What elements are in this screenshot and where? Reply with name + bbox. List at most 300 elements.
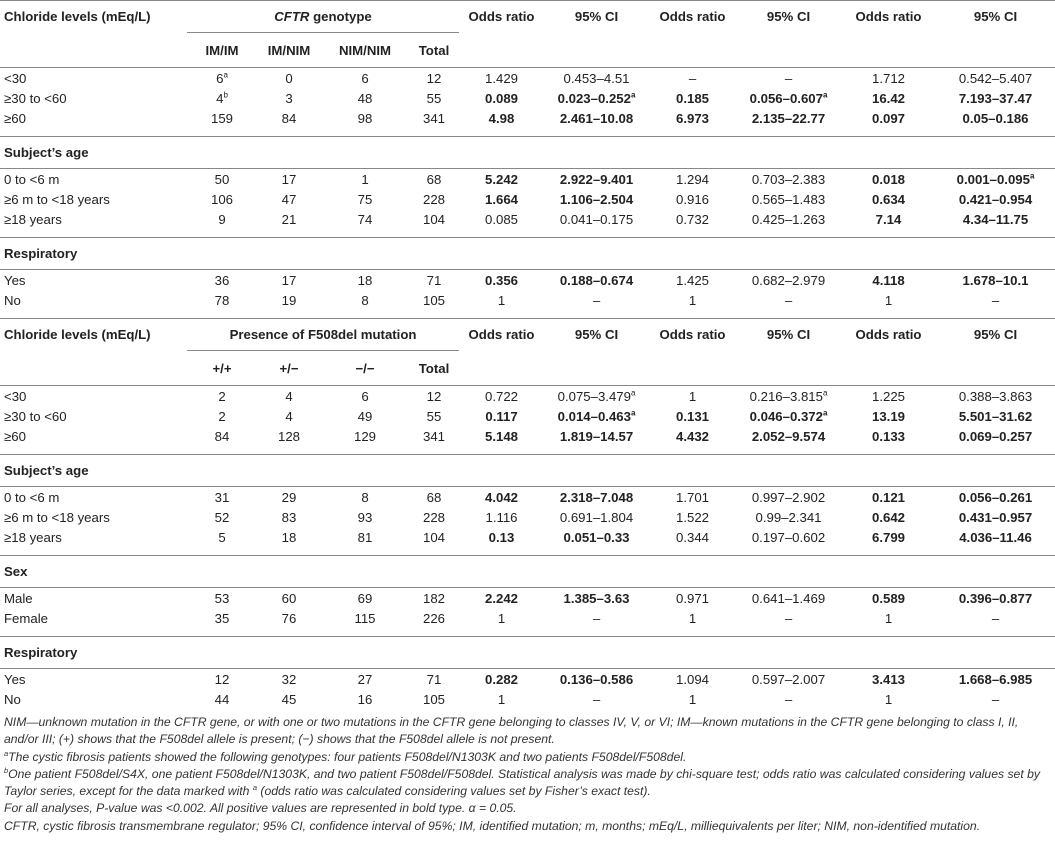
ci-cell	[736, 189, 841, 209]
odds-ratio-cell	[459, 88, 544, 108]
count-cell: 16	[357, 691, 373, 707]
f508-subheader-blank	[0, 351, 187, 386]
count-cell: 17	[257, 169, 321, 190]
stat-value: 1	[884, 292, 893, 308]
odds-ratio-cell	[841, 608, 936, 628]
odds-ratio-cell	[459, 209, 544, 229]
footnote-mark: a	[822, 388, 828, 398]
count-cell: 29	[257, 487, 321, 508]
ci-cell	[736, 270, 841, 291]
ci-cell	[936, 588, 1055, 609]
ci-cell	[544, 386, 649, 407]
total-cell: 71	[409, 270, 459, 291]
stat-value: 0.282	[485, 671, 519, 687]
count-cell: 19	[281, 292, 297, 308]
count-cell: 49	[357, 408, 373, 424]
count-cell: 75	[357, 191, 373, 207]
cftr-ci-header-3: 95% CI	[936, 1, 1055, 33]
count-cell: 4	[285, 408, 293, 424]
stat-value: 0.691–1.804	[559, 509, 634, 525]
row-label: Yes	[0, 669, 187, 690]
stat-value: 0.99–2.341	[755, 509, 822, 525]
stat-value: 13.19	[872, 408, 906, 424]
ci-cell	[736, 426, 841, 446]
footnote-mark: a	[630, 388, 636, 398]
total-cell: 68	[409, 487, 459, 508]
stat-value: 1	[497, 292, 506, 308]
spacer-row	[0, 128, 1055, 137]
cftr-subheader-4: Total	[418, 42, 450, 58]
stat-value: 2.461–10.08	[559, 110, 634, 126]
total-cell: 68	[409, 169, 459, 190]
odds-ratio-cell	[841, 487, 936, 508]
count-cell: 76	[281, 610, 297, 626]
stat-value: –	[592, 691, 601, 707]
stat-value: 5.501–31.62	[958, 408, 1033, 424]
table-row	[0, 406, 1055, 426]
f508-section-title: Respiratory	[0, 637, 1055, 669]
stat-value: 0.425–1.263	[751, 211, 826, 227]
table-row	[0, 189, 1055, 209]
ci-cell	[936, 406, 1055, 426]
odds-ratio-cell	[649, 209, 736, 229]
stat-value: 6.973	[676, 110, 710, 126]
ci-cell	[544, 527, 649, 547]
stat-value: 0.197–0.602	[751, 529, 826, 545]
ci-cell	[936, 527, 1055, 547]
footnote-b-text: One patient F508del/S4X, one patient F508del/N1303K, and two patient F508del/F508del. Statistical analysis was made by chi-square test; odds ratio was calculated considering values set by Taylor series, except for the data marked with	[4, 766, 1040, 799]
odds-ratio-cell	[459, 669, 544, 690]
odds-ratio-cell	[649, 608, 736, 628]
total-cell: 182	[409, 588, 459, 609]
count-cell: 47	[281, 191, 297, 207]
ci-cell	[544, 270, 649, 291]
odds-ratio-cell	[841, 88, 936, 108]
odds-ratio-cell	[649, 290, 736, 310]
ci-cell	[544, 290, 649, 310]
cftr-row-label-header: Chloride levels (mEq/L)	[0, 1, 187, 33]
odds-ratio-cell	[459, 487, 544, 508]
count-cell: 17	[257, 270, 321, 291]
count-cell: 18	[281, 529, 297, 545]
cftr-subheader-3: NIM/NIM	[338, 42, 391, 58]
stat-value: –	[592, 610, 601, 626]
stat-value: 1.664	[485, 191, 519, 207]
footnote-pvalue: For all analyses, P-value was <0.002. All positive values are represented in bold type. α = 0.05.	[4, 801, 517, 816]
f508-subheader-empty	[736, 351, 841, 386]
stat-value: 5.242	[485, 171, 519, 187]
stat-value: 0.542–5.407	[958, 70, 1033, 86]
row-label: ≥18 years	[4, 211, 62, 227]
count-value: 4	[216, 90, 224, 106]
ci-cell	[936, 169, 1055, 190]
odds-ratio-cell	[459, 169, 544, 190]
ci-cell	[936, 68, 1055, 89]
ci-cell	[936, 608, 1055, 628]
table-row	[0, 290, 1055, 310]
count-cell	[187, 169, 257, 190]
stat-value: 0.722	[485, 388, 519, 404]
stat-value: 2.242	[485, 590, 519, 606]
f508-odds-ratio-header-2: Odds ratio	[649, 319, 736, 351]
stat-value: 1	[688, 292, 697, 308]
odds-ratio-cell	[841, 290, 936, 310]
row-label: ≥60	[4, 428, 26, 444]
stat-value: 1.819–14.57	[559, 428, 634, 444]
stat-value: 1.678–10.1	[962, 272, 1029, 288]
count-value: 36	[214, 272, 230, 288]
ci-cell	[544, 68, 649, 89]
cftr-odds-ratio-header-1: Odds ratio	[459, 1, 544, 33]
count-value: 31	[214, 489, 230, 505]
cftr-subheader-1: IM/IM	[205, 42, 239, 58]
stat-value: 4.036–11.46	[959, 529, 1032, 545]
odds-ratio-cell	[459, 270, 544, 291]
stat-value: 0.051–0.33	[563, 529, 630, 545]
cftr-subheader-empty	[459, 33, 544, 68]
odds-ratio-cell	[459, 588, 544, 609]
stat-value: 1.425	[676, 272, 710, 288]
count-cell: 0	[257, 68, 321, 89]
ci-cell	[936, 426, 1055, 446]
stat-value: 0.018	[872, 171, 906, 187]
cftr-subheader-empty	[936, 33, 1055, 68]
odds-ratio-cell	[649, 588, 736, 609]
ci-cell	[544, 108, 649, 128]
count-value: 84	[214, 428, 230, 444]
ci-cell	[736, 689, 841, 709]
stat-value: 0.136–0.586	[559, 671, 634, 687]
ci-cell	[736, 108, 841, 128]
stat-value: 4.118	[872, 272, 905, 288]
stat-value: 0.597–2.007	[751, 671, 826, 687]
ci-cell	[936, 270, 1055, 291]
count-cell	[187, 689, 257, 709]
count-cell: 3	[285, 90, 293, 106]
count-value: 2	[218, 388, 226, 404]
stat-value: 1	[497, 691, 506, 707]
stat-value: 0.185	[676, 90, 710, 106]
ci-cell	[936, 108, 1055, 128]
ci-cell	[936, 88, 1055, 108]
spacer-row	[0, 229, 1055, 238]
spacer-row	[0, 547, 1055, 556]
row-label: Male	[0, 588, 187, 609]
odds-ratio-cell	[649, 108, 736, 128]
stat-value: 16.42	[872, 90, 906, 106]
spacer-row	[0, 446, 1055, 455]
count-cell	[187, 507, 257, 527]
table-row	[0, 669, 1055, 690]
cftr-subheader-empty	[649, 33, 736, 68]
odds-ratio-cell	[649, 689, 736, 709]
ci-cell	[936, 689, 1055, 709]
total-cell: 12	[409, 68, 459, 89]
stat-value: 0.188–0.674	[559, 272, 634, 288]
stat-value: 0.634	[872, 191, 906, 207]
cftr-odds-ratio-header-3: Odds ratio	[841, 1, 936, 33]
cftr-group-header-gene: CFTR	[274, 9, 310, 24]
ci-cell	[936, 669, 1055, 690]
cftr-subheader-empty	[544, 33, 649, 68]
count-value: 159	[210, 110, 233, 126]
count-value: 78	[214, 292, 230, 308]
total-cell: 71	[409, 669, 459, 690]
count-cell	[187, 527, 257, 547]
ci-cell	[936, 189, 1055, 209]
stat-value: 1.225	[872, 388, 906, 404]
stat-value: 1.701	[676, 489, 710, 505]
count-cell: 129	[353, 428, 376, 444]
spacer	[0, 128, 1055, 137]
stat-value: 2.135–22.77	[751, 110, 826, 126]
count-value: 2	[218, 408, 226, 424]
stat-value: 1.712	[872, 70, 906, 86]
f508-subheader-4: Total	[418, 360, 450, 376]
count-cell	[187, 487, 257, 508]
row-label: <30	[0, 386, 187, 407]
stat-value: 1	[688, 610, 697, 626]
count-cell	[187, 406, 257, 426]
f508-section-title-row	[0, 637, 1055, 669]
count-value: 35	[214, 610, 230, 626]
count-cell	[187, 108, 257, 128]
stat-value: 4.98	[488, 110, 515, 126]
stat-value: 0.682–2.979	[751, 272, 826, 288]
f508-header-row	[0, 319, 1055, 351]
cftr-section-title: Subject’s age	[0, 137, 1055, 169]
count-cell: 48	[357, 90, 373, 106]
cftr-subheader-row	[0, 33, 1055, 68]
total-cell: 55	[426, 408, 442, 424]
stat-value: 1	[688, 691, 697, 707]
count-cell: 45	[281, 691, 297, 707]
count-cell: 18	[321, 270, 409, 291]
stat-value: 0.13	[488, 529, 515, 545]
f508-odds-ratio-header-1: Odds ratio	[459, 319, 544, 351]
f508-subheader-row	[0, 351, 1055, 386]
odds-ratio-cell	[459, 108, 544, 128]
odds-ratio-cell	[841, 108, 936, 128]
stat-value: –	[991, 691, 1000, 707]
ci-cell	[736, 88, 841, 108]
stat-value: 0.041–0.175	[559, 211, 634, 227]
count-value: 9	[218, 211, 226, 227]
cftr-header-row	[0, 1, 1055, 33]
f508-subheader-3: −/−	[355, 360, 375, 376]
ci-cell	[544, 88, 649, 108]
count-cell	[187, 426, 257, 446]
table-row	[0, 209, 1055, 229]
stat-value: –	[991, 610, 1000, 626]
cftr-subheader-empty	[736, 33, 841, 68]
row-label: 0 to <6 m	[0, 487, 187, 508]
f508-odds-ratio-header-3: Odds ratio	[841, 319, 936, 351]
total-cell: 341	[423, 428, 446, 444]
ci-cell	[544, 507, 649, 527]
odds-ratio-cell	[459, 386, 544, 407]
f508-row-label-header: Chloride levels (mEq/L)	[0, 319, 187, 351]
footnote-mark: b	[223, 90, 228, 100]
footnote-b	[4, 766, 1054, 801]
footnote-mark: a	[223, 70, 228, 80]
stat-value: 0.703–2.383	[751, 171, 826, 187]
odds-ratio-cell	[459, 189, 544, 209]
stat-value: 0.216–3.815	[749, 388, 823, 404]
ci-cell	[544, 689, 649, 709]
odds-ratio-cell	[841, 189, 936, 209]
stat-value: 1.094	[676, 671, 710, 687]
odds-ratio-cell	[649, 270, 736, 291]
odds-ratio-cell	[459, 290, 544, 310]
count-cell: 93	[357, 509, 373, 525]
table-row	[0, 169, 1055, 190]
f508-group-header: Presence of F508del mutation	[187, 319, 459, 351]
f508-subheader-empty	[459, 351, 544, 386]
ci-cell	[544, 426, 649, 446]
stat-value: 0.121	[872, 489, 906, 505]
stat-value: 3.413	[872, 671, 906, 687]
total-cell: 105	[423, 292, 446, 308]
footnote-a-mark: a	[4, 748, 9, 758]
stat-value: 2.052–9.574	[751, 428, 826, 444]
stat-value: 0.014–0.463	[557, 408, 631, 424]
table-row	[0, 68, 1055, 89]
f508-subheader-2: +/−	[279, 360, 299, 376]
footnote-a	[4, 749, 1054, 766]
stat-value: 0.001–0.095	[956, 171, 1030, 187]
spacer-row	[0, 310, 1055, 319]
count-value: 12	[214, 671, 230, 687]
spacer	[0, 446, 1055, 455]
odds-ratio-cell	[649, 669, 736, 690]
stat-value: 1	[884, 610, 893, 626]
footnote-abbreviations: NIM—unknown mutation in the CFTR gene, or with one or two mutations in the CFTR gene belonging to classes IV, V, or VI; IM—known mutations in the CFTR gene belonging to class I, II, and/or III; (+) shows that the F508del allele is present; (−) shows that the F508del allele is not present.	[4, 715, 1019, 747]
stat-value: 0.589	[872, 590, 906, 606]
count-cell: 128	[277, 428, 300, 444]
count-cell	[187, 209, 257, 229]
table-row	[0, 426, 1055, 446]
row-label: No	[4, 292, 21, 308]
stat-value: 0.356	[485, 272, 519, 288]
count-cell: 74	[357, 211, 373, 227]
total-cell: 226	[423, 610, 446, 626]
f508-subheader-empty	[544, 351, 649, 386]
cftr-ci-header-1: 95% CI	[544, 1, 649, 33]
count-cell: 81	[357, 529, 373, 545]
odds-ratio-cell	[459, 406, 544, 426]
stat-value: 1	[884, 691, 893, 707]
count-cell: 98	[357, 110, 373, 126]
footnote-mark: a	[822, 408, 828, 418]
count-cell: 8	[321, 487, 409, 508]
stat-value: 1.294	[676, 171, 710, 187]
ci-cell	[736, 669, 841, 690]
row-label: ≥6 m to <18 years	[4, 191, 110, 207]
table-row	[0, 487, 1055, 508]
row-label: ≥6 m to <18 years	[4, 509, 110, 525]
ci-cell	[544, 406, 649, 426]
odds-ratio-cell	[841, 270, 936, 291]
stat-value: 0.117	[485, 408, 518, 424]
count-value: 52	[214, 509, 230, 525]
count-cell	[187, 669, 257, 690]
table-row	[0, 608, 1055, 628]
odds-ratio-cell	[841, 507, 936, 527]
stat-value: 0.565–1.483	[751, 191, 826, 207]
count-cell: 83	[281, 509, 297, 525]
odds-ratio-cell	[841, 68, 936, 89]
f508-subheader-empty	[841, 351, 936, 386]
footnote-mark: a	[822, 90, 828, 100]
stat-value: –	[784, 292, 793, 308]
odds-ratio-cell	[841, 169, 936, 190]
count-cell: 8	[361, 292, 369, 308]
stat-value: 1.522	[676, 509, 710, 525]
f508-section-title: Sex	[0, 556, 1055, 588]
stat-value: 0.642	[872, 509, 906, 525]
odds-ratio-cell	[649, 507, 736, 527]
row-label: Yes	[0, 270, 187, 291]
stat-value: –	[991, 292, 1000, 308]
odds-ratio-cell	[459, 68, 544, 89]
count-cell: 69	[321, 588, 409, 609]
f508-ci-header-2: 95% CI	[736, 319, 841, 351]
row-label: ≥18 years	[4, 529, 62, 545]
count-cell: 32	[257, 669, 321, 690]
stat-value: 1.668–6.985	[958, 671, 1033, 687]
count-cell: 60	[257, 588, 321, 609]
stat-value: –	[784, 691, 793, 707]
table-row	[0, 527, 1055, 547]
stat-value: 0.344	[676, 529, 710, 545]
table-row	[0, 88, 1055, 108]
ci-cell	[736, 608, 841, 628]
stat-value: 1.385–3.63	[563, 590, 630, 606]
f508-subheader-empty	[936, 351, 1055, 386]
ci-cell	[544, 669, 649, 690]
f508-section-title-row	[0, 556, 1055, 588]
cftr-subheader-blank	[0, 33, 187, 68]
stat-value: 4.34–11.75	[962, 211, 1029, 227]
row-label: ≥30 to <60	[4, 90, 67, 106]
ci-cell	[736, 406, 841, 426]
stat-value: 0.396–0.877	[958, 590, 1033, 606]
stat-value: 0.046–0.372	[749, 408, 823, 424]
odds-ratio-cell	[841, 426, 936, 446]
total-cell: 105	[423, 691, 446, 707]
ci-cell	[736, 527, 841, 547]
odds-ratio-cell	[649, 527, 736, 547]
cftr-odds-ratio-header-2: Odds ratio	[649, 1, 736, 33]
count-cell	[187, 608, 257, 628]
odds-ratio-cell	[649, 386, 736, 407]
ci-cell	[736, 487, 841, 508]
odds-ratio-cell	[841, 386, 936, 407]
stat-value: 4.432	[676, 428, 710, 444]
ci-cell	[736, 290, 841, 310]
ci-cell	[736, 507, 841, 527]
spacer	[0, 310, 1055, 319]
stat-value: 0.023–0.252	[557, 90, 631, 106]
stat-value: 0.089	[485, 90, 519, 106]
spacer	[0, 628, 1055, 637]
count-value: 44	[214, 691, 230, 707]
count-cell: 84	[281, 110, 297, 126]
spacer-row	[0, 628, 1055, 637]
table-row	[0, 588, 1055, 609]
count-cell: 115	[354, 610, 376, 626]
